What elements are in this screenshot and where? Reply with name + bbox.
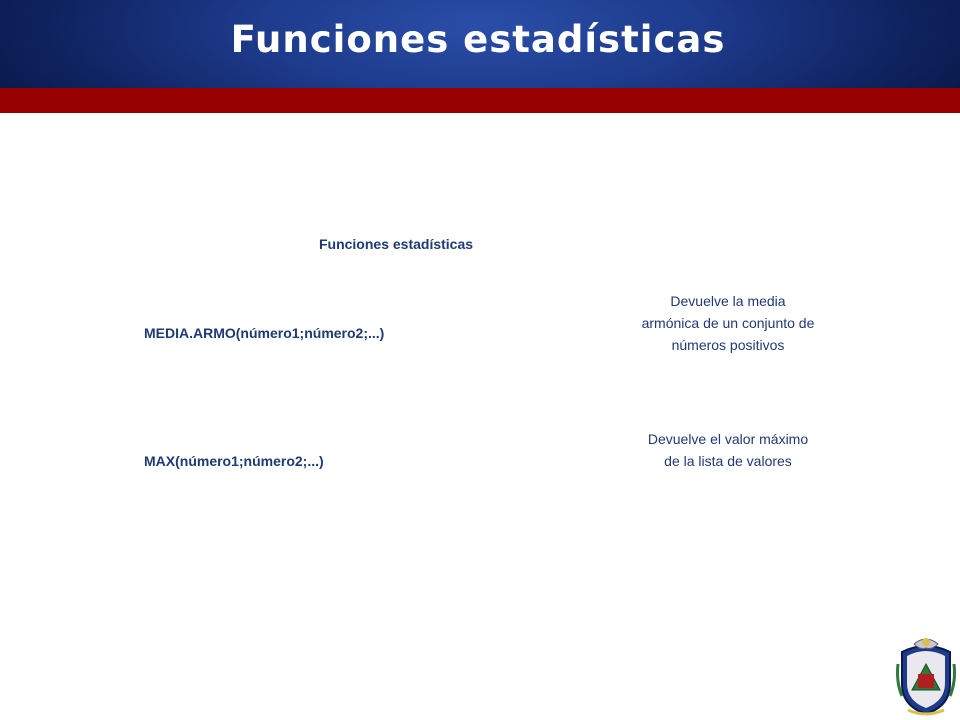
red-divider-band — [0, 88, 960, 113]
table-title: Funciones estadísticas — [318, 236, 474, 252]
function-description-media-armo: Devuelve la media armónica de un conjunto de números positivos — [641, 293, 815, 353]
function-name-max: MAX(número1;número2;...) — [144, 453, 324, 469]
title-banner — [0, 0, 960, 88]
function-description-max: Devuelve el valor máximo de la lista de valores — [647, 431, 809, 469]
slide-title: Funciones estadísticas — [230, 18, 726, 61]
university-coat-of-arms-icon — [894, 634, 958, 716]
function-name-media-armo: MEDIA.ARMO(número1;número2;...) — [144, 325, 385, 341]
